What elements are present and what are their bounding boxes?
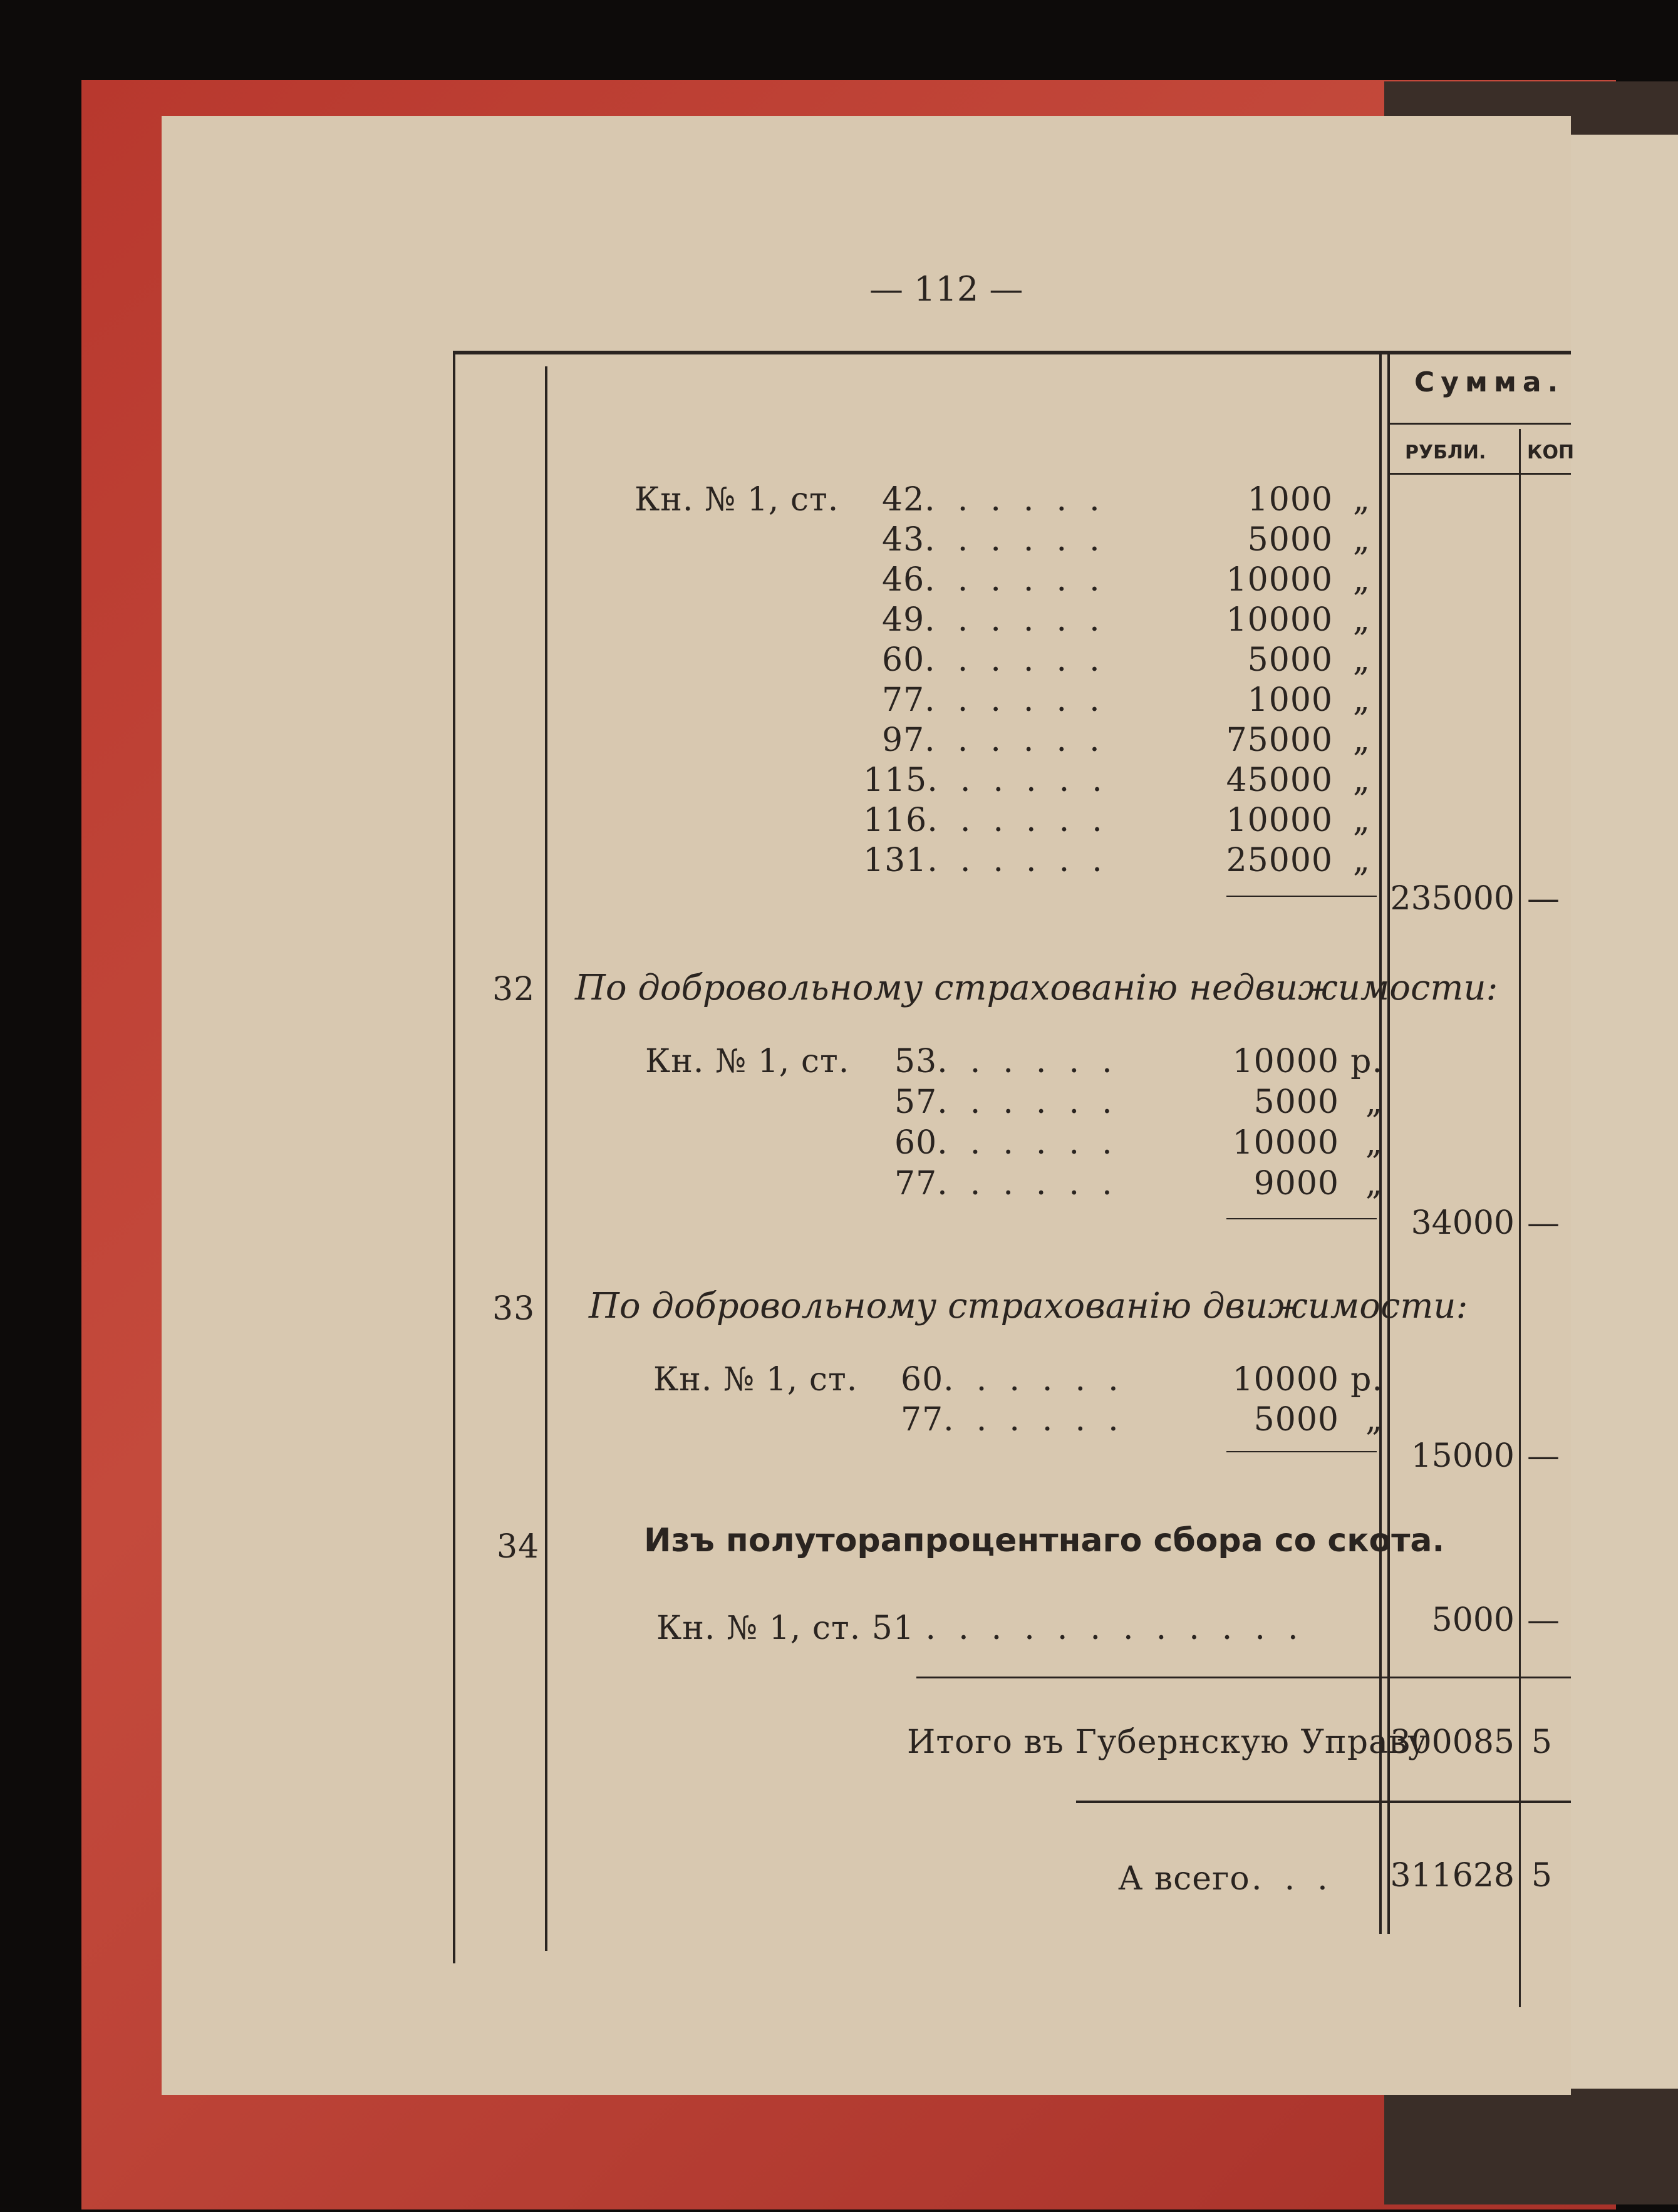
entry-prefix: Кн. № 1, ст. <box>634 481 839 519</box>
itogo-rule <box>916 1677 1571 1678</box>
list-item: 53. . . . . . 10000 р. <box>894 1043 1383 1080</box>
section33-kop: — <box>1527 1437 1560 1475</box>
section33-total: 15000 <box>1411 1437 1515 1475</box>
entry-prefix: Кн. № 1, ст. <box>653 1361 858 1398</box>
list-item: 115. . . . . . 45000 „ <box>863 762 1370 799</box>
list-item: Кн. № 1, ст. 51 . . . . . . . . . . . . <box>656 1610 1299 1647</box>
list-item: 57. . . . . . 5000 „ <box>894 1083 1383 1121</box>
kop-column-rule <box>1519 429 1521 2007</box>
sum-header: Сумма. <box>1414 366 1565 398</box>
entry-prefix: Кн. № 1, ст. <box>645 1043 850 1080</box>
list-item: 77. . . . . . 9000 „ <box>894 1165 1383 1202</box>
group1-kop: — <box>1527 880 1560 917</box>
section32-kop: — <box>1527 1204 1560 1242</box>
section-number: 33 <box>492 1290 536 1328</box>
itogo-total: 300085 <box>1390 1724 1515 1761</box>
subtotal-rule <box>1226 896 1377 897</box>
table-left-rule <box>453 351 455 1963</box>
list-item: 116. . . . . . 10000 „ <box>863 802 1370 839</box>
list-item: 77. . . . . . 5000 „ <box>901 1401 1383 1439</box>
section-number: 32 <box>492 971 536 1008</box>
vsego-dots: . . . <box>1251 1860 1328 1898</box>
subtotal-rule <box>1226 1451 1377 1452</box>
section32-total: 34000 <box>1411 1204 1515 1242</box>
vsego-kop: 5 <box>1531 1857 1552 1894</box>
group1-total: 235000 <box>1390 880 1515 917</box>
list-item: 43. . . . . . 5000 „ <box>882 521 1370 559</box>
list-item: 77. . . . . . 1000 „ <box>882 681 1370 719</box>
rubles-header: РУБЛИ. <box>1405 442 1486 463</box>
list-item: 60. . . . . . 10000 „ <box>894 1124 1383 1162</box>
list-item: 60. . . . . . 5000 „ <box>882 641 1370 679</box>
list-item: 97. . . . . . 75000 „ <box>882 721 1370 759</box>
header-rule <box>1388 423 1571 425</box>
section-title: По добровольному страхованію движимости: <box>589 1286 1468 1326</box>
list-item: 42. . . . . . 1000 „ <box>882 481 1370 519</box>
document-page <box>162 116 1575 2095</box>
subtotal-rule <box>1226 1218 1377 1219</box>
adjacent-page <box>1569 135 1678 2089</box>
vsego-rule <box>1076 1801 1571 1803</box>
section-title: По добровольному страхованію недвижимости: <box>575 968 1498 1008</box>
list-item: 60. . . . . . 10000 р. <box>901 1361 1383 1398</box>
table-top-rule <box>453 351 1571 354</box>
page-number: — 112 — <box>869 269 1023 309</box>
number-column-rule <box>545 366 547 1951</box>
list-item: 46. . . . . . 10000 „ <box>882 561 1370 599</box>
itogo-kop: 5 <box>1531 1724 1552 1761</box>
vsego-total: 311628 <box>1390 1857 1515 1894</box>
list-item: 131. . . . . . 25000 „ <box>863 842 1370 879</box>
kop-header: КОП <box>1527 442 1575 463</box>
section34-total: 5000 <box>1431 1601 1515 1639</box>
section-number: 34 <box>497 1528 540 1566</box>
itogo-label: Итого въ Губернскую Управу <box>907 1724 1427 1761</box>
section-title: Изъ полуторапроцентнаго сбора со скота. <box>644 1522 1445 1559</box>
sum-column-rule-2 <box>1387 353 1390 1934</box>
list-item: 49. . . . . . 10000 „ <box>882 601 1370 639</box>
section34-kop: — <box>1527 1601 1560 1639</box>
vsego-label: А всего <box>1118 1860 1250 1898</box>
subheader-rule <box>1388 473 1571 475</box>
